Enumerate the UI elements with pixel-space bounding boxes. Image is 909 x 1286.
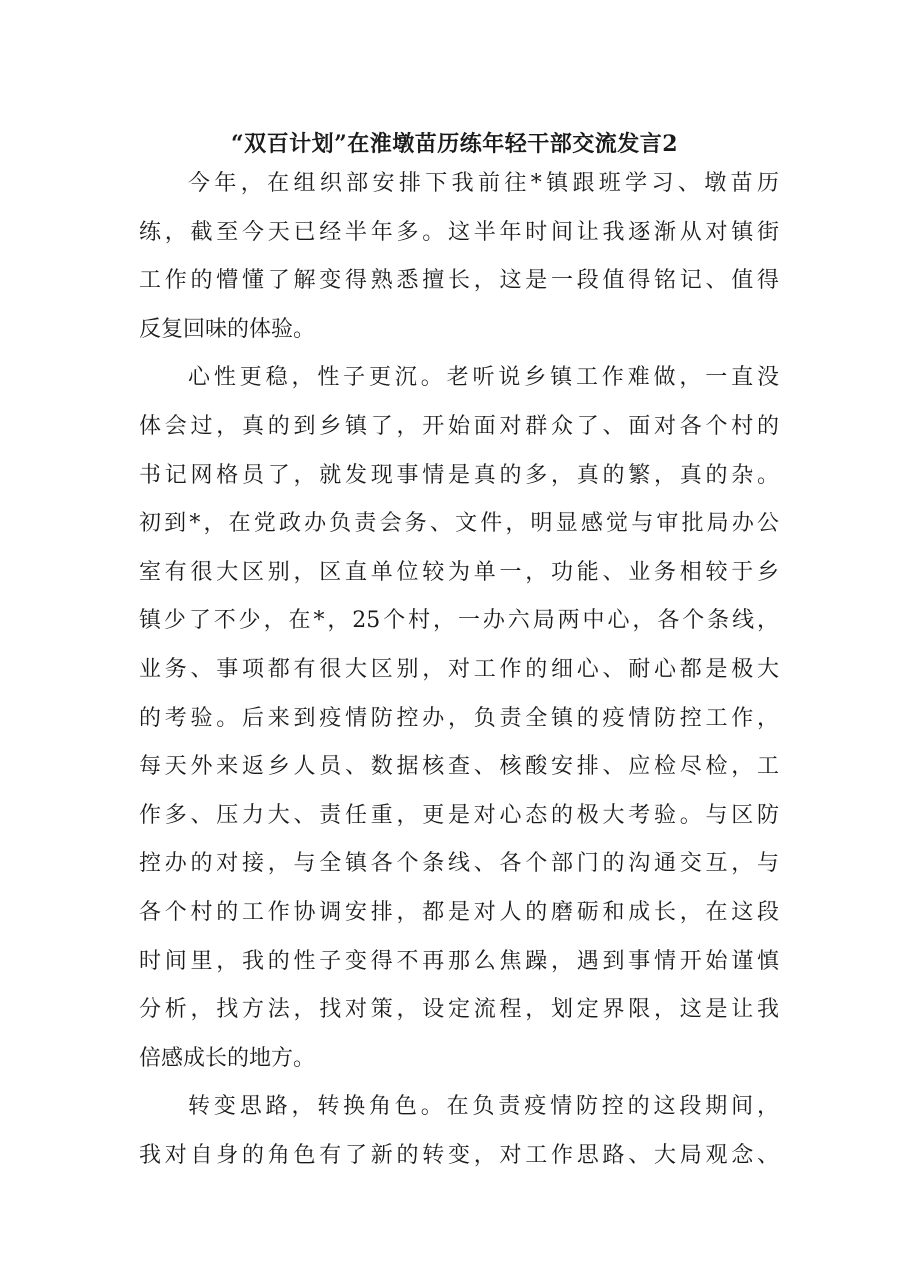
paragraph-3-line-2: 我对自身的角色有了新的转变，对工作思路、大局观念、 — [139, 1142, 779, 1168]
paragraph-2-line-12: 各个村的工作协调安排，都是对人的磨砺和成长，在这段 — [139, 899, 779, 925]
paragraph-2-line-13: 时间里，我的性子变得不再那么焦躁，遇到事情开始谨慎 — [139, 948, 779, 974]
paragraph-2-line-10: 作多、压力大、责任重，更是对心态的极大考验。与区防 — [139, 802, 779, 828]
paragraph-1-line-2: 练，截至今天已经半年多。这半年时间让我逐渐从对镇街 — [139, 219, 779, 245]
paragraph-2-line-14: 分析，找方法，找对策，设定流程，划定界限，这是让我 — [139, 997, 779, 1023]
paragraph-2-line-8: 的考验。后来到疫情防控办，负责全镇的疫情防控工作， — [139, 705, 779, 731]
paragraph-2-line-1: 心性更稳，性子更沉。老听说乡镇工作难做，一直没 — [188, 365, 779, 391]
paragraph-2-line-7: 业务、事项都有很大区别，对工作的细心、耐心都是极大 — [139, 656, 779, 682]
paragraph-2-line-11: 控办的对接，与全镇各个条线、各个部门的沟通交互，与 — [139, 851, 779, 877]
paragraph-2-line-15: 倍感成长的地方。 — [139, 1045, 316, 1071]
paragraph-2-line-6: 镇少了不少，在*，25个村，一办六局两中心，各个条线， — [139, 608, 779, 634]
paragraph-1-line-1: 今年，在组织部安排下我前往*镇跟班学习、墩苗历 — [188, 171, 779, 196]
document-title: “双百计划”在淮墩苗历练年轻干部交流发言2 — [230, 131, 679, 157]
paragraph-1-line-4: 反复回味的体验。 — [139, 316, 316, 342]
paragraph-2-line-2: 体会过，真的到乡镇了，开始面对群众了、面对各个村的 — [139, 413, 779, 439]
paragraph-1-line-3: 工作的懵懂了解变得熟悉擅长，这是一段值得铭记、值得 — [139, 268, 779, 294]
paragraph-2-line-3: 书记网格员了，就发现事情是真的多，真的繁，真的杂。 — [139, 462, 779, 488]
paragraph-2-line-5: 室有很大区别，区直单位较为单一，功能、业务相较于乡 — [139, 559, 779, 585]
paragraph-3-line-1: 转变思路，转换角色。在负责疫情防控的这段期间， — [188, 1094, 779, 1120]
document-body — [139, 160, 779, 1180]
paragraph-2-line-9: 每天外来返乡人员、数据核查、核酸安排、应检尽检，工 — [139, 754, 779, 780]
paragraph-2-line-4: 初到*，在党政办负责会务、文件，明显感觉与审批局办公 — [139, 511, 779, 537]
